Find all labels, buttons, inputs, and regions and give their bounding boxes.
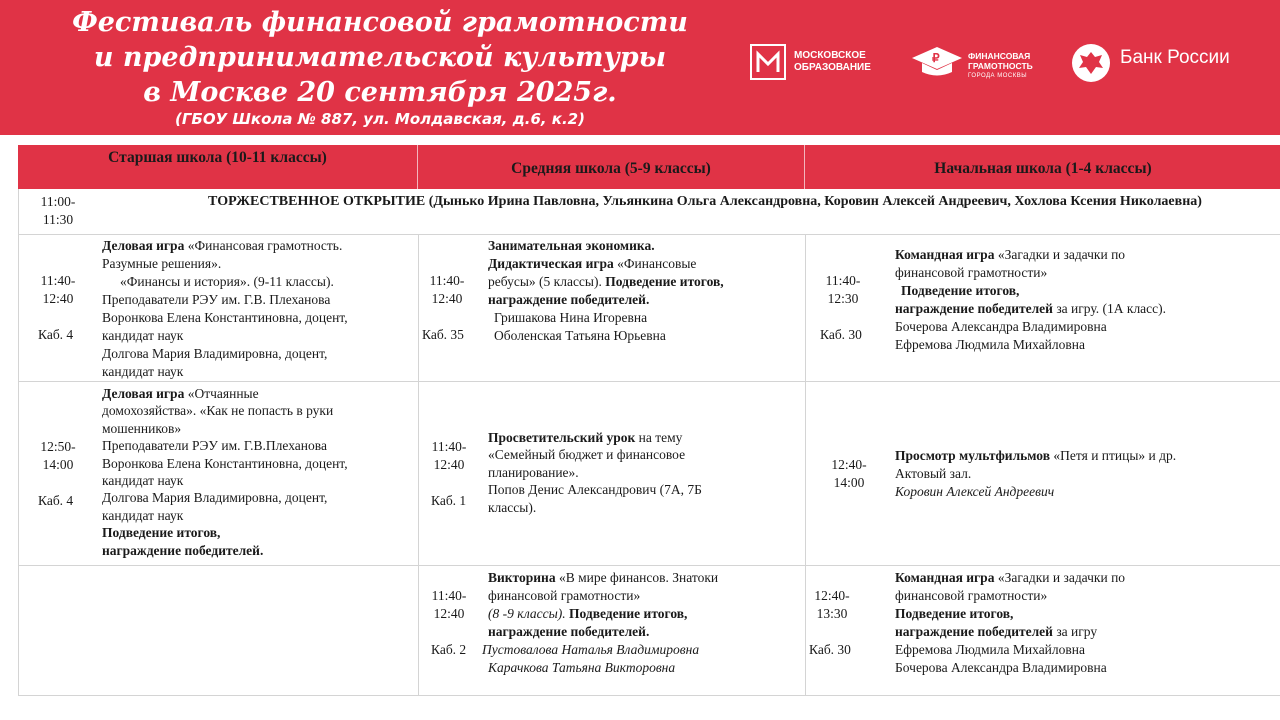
title-line-3: в Москве 20 сентября 2025г.	[143, 77, 617, 108]
r2-senior-time: 12:50- 14:00	[40, 439, 76, 472]
r2-primary-time: 12:40- 14:00	[831, 457, 867, 490]
header-senior-school: Старшая школа (10-11 классы)	[18, 145, 418, 189]
column-divider	[18, 189, 19, 696]
logo1-line1: МОСКОВСКОЕ	[794, 50, 866, 61]
header-middle-school: Средняя школа (5-9 классы)	[418, 145, 805, 189]
opening-time: 11:00- 11:30	[40, 194, 76, 227]
moscow-education-icon	[750, 44, 786, 80]
r2-middle-event: Просветительский урок на тему «Семейный бюджет и финансовое планирование». Попов Денис Александрович (7А, 7Б классы).	[488, 430, 702, 515]
title-line-1: Фестиваль финансовой грамотности	[72, 7, 688, 38]
r3-primary-time: 12:40- 13:30	[814, 588, 850, 621]
column-divider	[805, 234, 806, 696]
venue-subtitle: (ГБОУ Школа № 887, ул. Молдавская, д.6, к.2)	[175, 110, 585, 128]
r2-primary-event: Просмотр мультфильмов «Петя и птицы» и др. Актовый зал. Коровин Алексей Андреевич	[895, 448, 1177, 499]
r3-middle-room: Каб. 2	[431, 642, 467, 657]
logo1-line2: ОБРАЗОВАНИЕ	[794, 62, 871, 73]
r3-primary-room: Каб. 30	[809, 642, 851, 657]
logo2-line3: ГОРОДА МОСКВЫ	[968, 73, 1028, 79]
r1-senior-event: Деловая игра «Финансовая грамотность. Разумные решения». «Финансы и история». (9-11 классы). Преподаватели РЭУ им. Г.В. Плеханова Воронкова Елена Константиновна, доцент, кандидат наук Долгова Мария Владимировна, доцент, кандидат наук	[102, 238, 348, 379]
financial-literacy-logo	[910, 44, 1033, 85]
bank-of-russia-label: Банк России	[1120, 47, 1230, 68]
r2-middle-room: Каб. 1	[431, 493, 467, 508]
header-primary-school: Начальная школа (1-4 классы)	[805, 145, 1280, 189]
graduation-cap-icon	[910, 44, 964, 80]
row-divider	[18, 565, 1280, 566]
r1-primary-event: Командная игра «Загадки и задачки по финансовой грамотности» Подведение итогов, награждение победителей за игру. (1А класс). Бочерова Александра Владимировна Ефремова Людмила Михайловна	[895, 247, 1167, 352]
r1-primary-time: 11:40- 12:30	[825, 273, 861, 306]
r3-middle-time: 11:40- 12:40	[431, 588, 467, 621]
r1-middle-event: Занимательная экономика. Дидактическая игра «Финансовые ребусы» (5 классы). Подведение итогов, награждение победителей. Гришакова Нина Игоревна Оболенская Татьяна Юрьевна	[488, 238, 724, 343]
opening-ceremony-text: ТОРЖЕСТВЕННОЕ ОТКРЫТИЕ (Дынько Ирина Павловна, Ульянкина Ольга Александровна, Коровин Алексей Андреевич, Хохлова Ксения Николаевна)	[208, 194, 1202, 209]
column-divider	[418, 234, 419, 696]
r3-primary-event: Командная игра «Загадки и задачки по финансовой грамотности» Подведение итогов, награждение победителей за игру Ефремова Людмила Михайловна Бочерова Александра Владимировна	[895, 570, 1126, 675]
r1-primary-room: Каб. 30	[820, 327, 862, 342]
row-divider	[18, 234, 1280, 235]
r2-senior-room: Каб. 4	[38, 493, 74, 508]
r1-middle-time: 11:40- 12:40	[429, 273, 465, 306]
logo2-line2: ГРАМОТНОСТЬ	[968, 61, 1033, 71]
r1-middle-room: Каб. 35	[422, 327, 464, 342]
eagle-emblem-icon	[1072, 44, 1110, 82]
header-banner	[0, 0, 1280, 135]
r3-middle-event: Викторина «В мире финансов. Знатоки финансовой грамотности» (8 -9 классы). Подведение итогов, награждение победителей. Пустовалова Наталья Владимировна Карачкова Татьяна Викторовна	[482, 570, 719, 675]
row-divider	[18, 381, 1280, 382]
svg-text:₽: ₽	[932, 51, 940, 65]
title-line-2: и предпринимательской культуры	[93, 42, 667, 73]
r1-senior-time: 11:40- 12:40	[40, 273, 76, 306]
r2-senior-event: Деловая игра «Отчаянные домохозяйства». «Как не попасть в руки мошенников» Преподаватели РЭУ им. Г.В.Плеханова Воронкова Елена Константиновна, доцент, кандидат наук Долгова Мария Владимировна, доцент, кандидат наук Подведение итогов, награждение победителей.	[102, 386, 348, 558]
schedule-table	[18, 145, 1280, 696]
r2-middle-time: 11:40- 12:40	[431, 439, 467, 472]
logo2-line1: ФИНАНСОВАЯ	[968, 51, 1031, 61]
row-divider	[18, 695, 1280, 696]
r1-senior-room: Каб. 4	[38, 327, 74, 342]
